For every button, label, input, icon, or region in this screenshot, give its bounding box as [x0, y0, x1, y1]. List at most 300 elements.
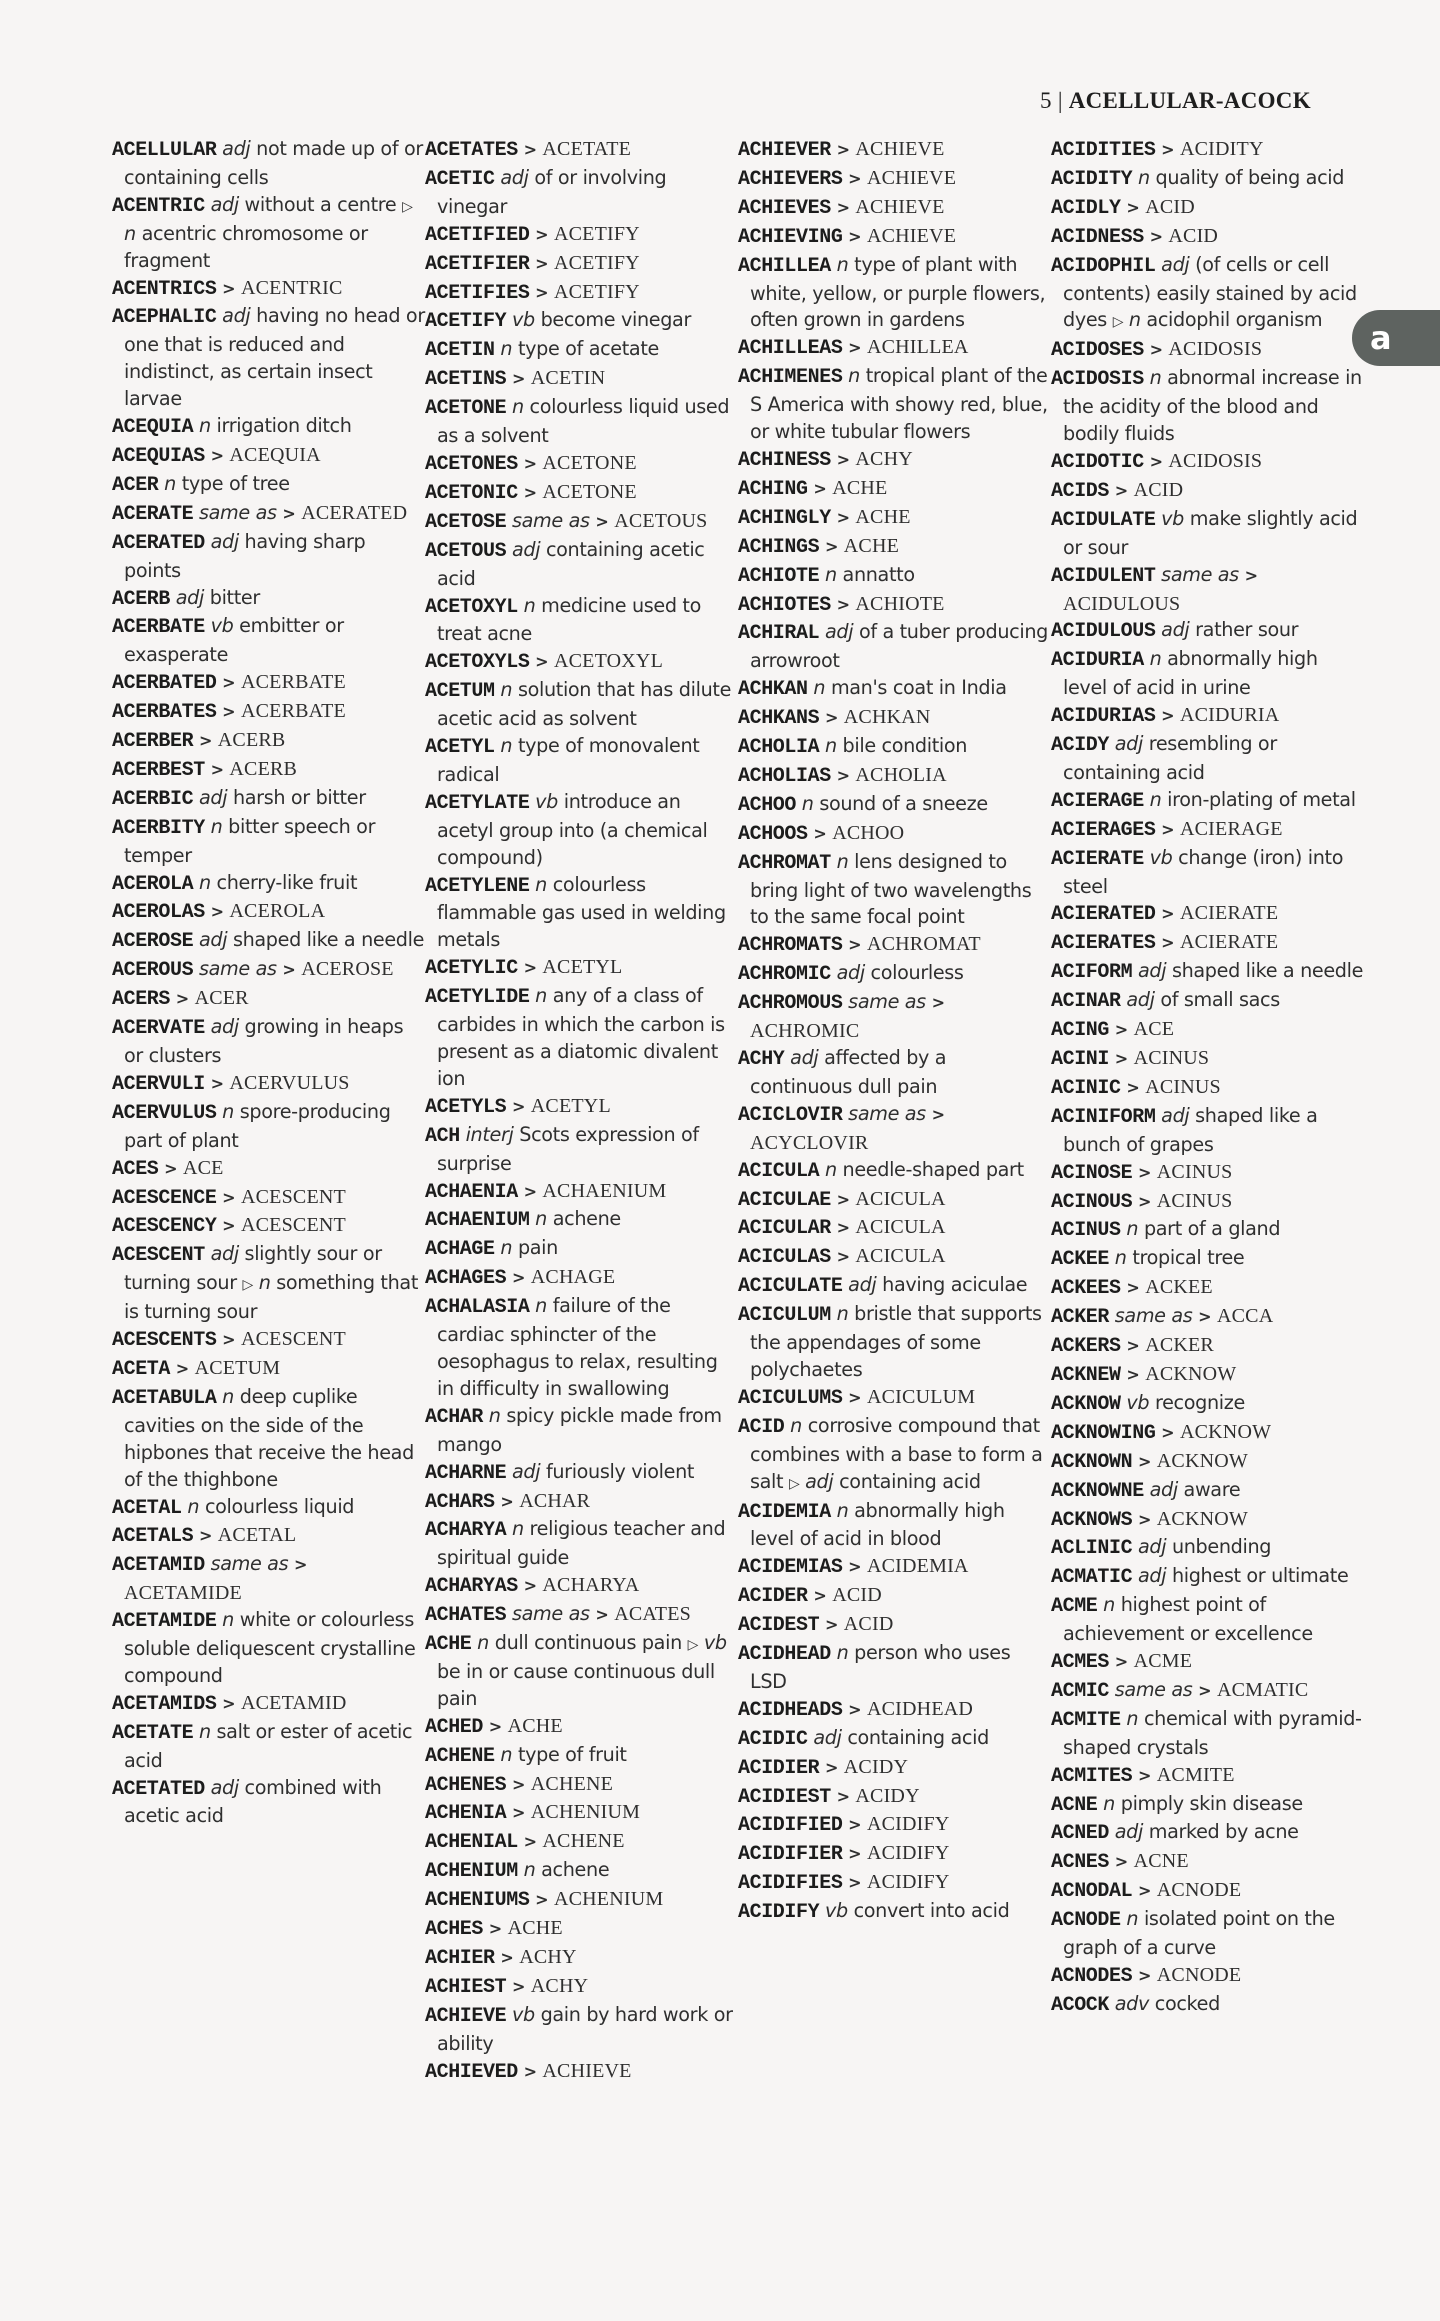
cross-reference-arrow-icon: >	[1137, 1966, 1152, 1985]
definition: convert into acid	[853, 1899, 1010, 1923]
dictionary-entry	[738, 591, 1051, 620]
dictionary-entry	[1051, 1361, 1364, 1390]
dictionary-entry	[738, 989, 1051, 1045]
headword: ACHE	[425, 1633, 472, 1657]
cross-reference: ACHIEVE	[542, 2059, 632, 2082]
headword: ACHIOTES	[738, 593, 831, 617]
dictionary-entry	[1051, 958, 1364, 987]
cross-reference: ACATES	[614, 1603, 691, 1626]
cross-reference-arrow-icon: >	[1137, 1509, 1152, 1529]
headword: ACIDURIA	[1051, 649, 1144, 673]
headword: ACHAGE	[425, 1238, 495, 1262]
cross-reference: ACHY	[519, 1946, 577, 1968]
cross-reference: ACETUM	[194, 1356, 281, 1379]
headword: ACHIEVED	[425, 2060, 518, 2084]
cross-reference-arrow-icon: >	[836, 1786, 850, 1806]
dictionary-entry	[112, 303, 425, 413]
cross-reference-arrow-icon: >	[836, 197, 850, 217]
dictionary-entry	[1051, 1045, 1364, 1074]
dictionary-entry	[738, 820, 1051, 849]
dictionary-entry	[112, 1775, 425, 1831]
part-of-speech: adj	[511, 537, 541, 561]
headword: ACEROLA	[112, 872, 194, 896]
cross-reference-arrow-icon: >	[848, 1815, 862, 1835]
cross-reference: ACETAMIDE	[124, 1582, 242, 1605]
dictionary-entry	[112, 1494, 425, 1523]
dictionary-entry	[425, 336, 738, 365]
dictionary-entry	[738, 733, 1051, 762]
headword: ACKEE	[1051, 1248, 1110, 1272]
definition: of small sacs	[1160, 988, 1280, 1012]
dictionary-entry	[425, 1601, 738, 1630]
headword: ACHENIUMS	[425, 1889, 530, 1913]
headword: ACHENES	[425, 1773, 507, 1797]
dictionary-entry	[425, 2058, 738, 2087]
cross-reference-arrow-icon: >	[824, 708, 839, 728]
dictionary-entry	[425, 221, 738, 250]
part-of-speech: n	[836, 1302, 849, 1326]
headword: ACICULAS	[738, 1246, 831, 1270]
dictionary-entry	[1051, 1762, 1364, 1791]
dictionary-entry	[738, 136, 1051, 165]
dictionary-entry	[1051, 1648, 1364, 1677]
sense-marker-icon: ▷	[687, 1637, 699, 1654]
cross-reference-arrow-icon: >	[1149, 226, 1163, 246]
dictionary-entry	[738, 762, 1051, 791]
definition: colourless liquid used as a solvent	[437, 395, 730, 448]
part-of-speech: adj	[1137, 1564, 1167, 1588]
definition: slightly sour or turning sour	[124, 1242, 382, 1295]
headword: ACHAGES	[425, 1267, 507, 1291]
headword: ACETINS	[425, 368, 507, 392]
part-of-speech: n	[500, 734, 513, 758]
dictionary-entry	[425, 1122, 738, 1178]
cross-reference: ACICULUM	[866, 1385, 976, 1408]
headword: ACHIRAL	[738, 622, 820, 646]
part-of-speech: n	[1126, 1706, 1139, 1730]
dictionary-entry	[425, 1403, 738, 1459]
column-2	[425, 136, 738, 2087]
dictionary-entry	[425, 2002, 738, 2058]
cross-reference: ACERBATE	[240, 671, 346, 694]
definition: cherry-like fruit	[216, 870, 358, 894]
cross-reference-arrow-icon: >	[222, 1330, 236, 1350]
definition: corrosive compound that combines with a base to form a salt	[750, 1413, 1043, 1493]
headword: ACMITE	[1051, 1708, 1121, 1732]
dictionary-entry	[1051, 1245, 1364, 1274]
definition: type of monovalent radical	[437, 734, 700, 786]
dictionary-entry	[738, 475, 1051, 504]
headword: ACHILLEAS	[738, 337, 843, 361]
cross-reference-arrow-icon: >	[1149, 340, 1163, 360]
cross-reference-arrow-icon: >	[813, 823, 827, 843]
part-of-speech: n	[222, 1384, 234, 1408]
dictionary-entry	[112, 1607, 425, 1690]
dictionary-entry	[425, 1488, 738, 1517]
part-of-speech: n	[1103, 1593, 1115, 1617]
dictionary-entry	[1051, 816, 1364, 845]
headword: ACER	[112, 473, 159, 497]
part-of-speech: interj	[465, 1122, 514, 1146]
definition: type of plant with white, yellow, or purple flowers, often grown in gardens	[750, 252, 1046, 332]
dictionary-entry	[425, 1235, 738, 1264]
definition: spicy pickle made from mango	[437, 1403, 722, 1456]
dictionary-entry	[112, 1070, 425, 1099]
cross-reference: ACKNOW	[1145, 1362, 1237, 1385]
part-of-speech: n	[1114, 1246, 1127, 1270]
headword: ACERVULI	[112, 1072, 205, 1096]
dictionary-entry	[425, 1973, 738, 2002]
definition: colourless flammable gas used in welding metals	[437, 872, 726, 952]
cross-reference: ACNODE	[1156, 1964, 1242, 1986]
dictionary-entry	[1051, 1534, 1364, 1563]
cross-reference-arrow-icon: >	[1114, 1020, 1128, 1040]
dictionary-entry	[1051, 1592, 1364, 1648]
cross-reference-arrow-icon: >	[511, 1774, 526, 1794]
cross-reference: ACINUS	[1156, 1189, 1233, 1212]
dictionary-entry	[738, 1243, 1051, 1272]
headword: ACIDIC	[738, 1727, 808, 1751]
cross-reference-arrow-icon: >	[535, 253, 549, 273]
part-of-speech: n	[511, 395, 524, 419]
dictionary-entry	[112, 1384, 425, 1494]
dictionary-entry	[112, 727, 425, 756]
page-number: 5	[1040, 88, 1052, 113]
definition: affected by a continuous dull pain	[750, 1046, 947, 1098]
headword: ACHENE	[425, 1744, 495, 1768]
cross-reference: ACME	[1133, 1650, 1193, 1673]
headword: ACETONES	[425, 452, 518, 476]
cross-reference: ACHIEVE	[855, 138, 945, 160]
part-of-speech: n	[1126, 1907, 1139, 1931]
headword: ACICULAE	[738, 1188, 831, 1212]
definition: change (iron) into steel	[1063, 845, 1344, 898]
dictionary-entry	[1051, 252, 1364, 337]
cross-reference: ACHAR	[519, 1489, 591, 1512]
cross-reference: ACIDEMIA	[866, 1555, 969, 1578]
cross-reference: ACETAL	[217, 1524, 297, 1547]
part-of-speech: n	[836, 1498, 849, 1522]
cross-reference: ACHKAN	[843, 706, 931, 729]
cross-reference: ACHOO	[832, 821, 905, 844]
cross-reference-arrow-icon: >	[500, 1491, 514, 1511]
cross-reference: ACCA	[1216, 1305, 1274, 1328]
headword: ACIDOSIS	[1051, 368, 1144, 392]
cross-reference-arrow-icon: >	[523, 453, 537, 473]
cross-reference-arrow-icon: >	[523, 1181, 537, 1201]
definition: man's coat in India	[830, 676, 1007, 700]
definition: isolated point on the graph of a curve	[1063, 1907, 1335, 1960]
dictionary-entry	[112, 192, 425, 275]
cross-reference-arrow-icon: >	[931, 1104, 945, 1124]
cross-reference: ACHIEVE	[855, 195, 945, 218]
column-1	[112, 136, 425, 2087]
dictionary-columns	[112, 136, 1364, 2087]
headword: ACIDULATE	[1051, 508, 1156, 532]
headword: ACID	[738, 1415, 785, 1439]
cross-reference: ACNE	[1133, 1850, 1189, 1873]
headword: ACETIFIER	[425, 252, 530, 276]
definition: become vinegar	[540, 308, 692, 332]
cross-reference: ACESCENT	[240, 1328, 346, 1351]
headword: ACHES	[425, 1918, 484, 1942]
cross-reference-arrow-icon: >	[175, 989, 189, 1009]
headword: ACHOLIA	[738, 736, 820, 760]
cross-reference-arrow-icon: >	[848, 338, 862, 358]
definition: achene	[552, 1207, 621, 1231]
cross-reference-arrow-icon: >	[210, 902, 224, 922]
cross-reference-arrow-icon: >	[175, 1358, 189, 1378]
dictionary-entry	[738, 165, 1051, 194]
cross-reference: ACERBATE	[240, 700, 346, 723]
headword: ACICULATE	[738, 1275, 843, 1299]
dictionary-entry	[425, 450, 738, 479]
headword: ACETYLIC	[425, 957, 518, 981]
headword: ACHARNE	[425, 1461, 507, 1485]
headword: ACIDY	[1051, 734, 1110, 758]
definition: acidophil organism	[1146, 308, 1323, 332]
dictionary-entry	[738, 1186, 1051, 1215]
headword: ACKNOWN	[1051, 1450, 1133, 1474]
cross-reference-arrow-icon: >	[1114, 480, 1128, 500]
headword: ACERBATE	[112, 616, 205, 640]
dictionary-entry	[112, 613, 425, 669]
headword: ACETYLIDE	[425, 986, 530, 1010]
dictionary-entry	[425, 789, 738, 872]
part-of-speech: same as	[511, 508, 590, 532]
definition: deep cuplike cavities on the side of the hipbones that receive the head of the thighbone	[124, 1384, 414, 1491]
headword: ACHIEVER	[738, 139, 831, 162]
cross-reference: ACIDITY	[1179, 138, 1264, 160]
headword: ACEQUIAS	[112, 444, 205, 468]
headword: ACINOSE	[1051, 1161, 1133, 1185]
headword: ACERBATES	[112, 701, 217, 725]
cross-reference-arrow-icon: >	[836, 140, 850, 159]
headword: ACIERAGES	[1051, 818, 1156, 842]
definition: abnormally high level of acid in urine	[1063, 647, 1318, 700]
cross-reference-arrow-icon: >	[1198, 1680, 1212, 1700]
cross-reference: ACIDIFY	[866, 1813, 950, 1836]
dictionary-entry	[738, 1811, 1051, 1840]
headword: ACHIOTE	[738, 564, 820, 588]
part-of-speech: adj	[1149, 1477, 1178, 1501]
part-of-speech: n	[477, 1631, 489, 1655]
definition: furiously violent	[545, 1459, 695, 1483]
headword: ACHIEVE	[425, 2004, 507, 2028]
headword: ACERBIC	[112, 787, 194, 811]
headword: ACETAMIDE	[112, 1610, 217, 1634]
dictionary-entry	[1051, 1962, 1364, 1991]
headword: ACICLOVIR	[738, 1103, 843, 1127]
part-of-speech: adj	[1161, 1103, 1190, 1127]
cross-reference-arrow-icon: >	[813, 1586, 827, 1606]
cross-reference-arrow-icon: >	[222, 1187, 236, 1207]
dictionary-entry	[1051, 845, 1364, 901]
headword: ACERB	[112, 587, 171, 611]
column-4	[1051, 136, 1364, 2087]
dictionary-entry	[425, 1828, 738, 1857]
headword: ACHKANS	[738, 707, 820, 731]
dictionary-entry	[1051, 787, 1364, 816]
dictionary-entry	[425, 1178, 738, 1207]
cross-reference-arrow-icon: >	[848, 168, 862, 188]
cross-reference: ACHENIUM	[553, 1888, 664, 1911]
dictionary-entry	[112, 1719, 425, 1775]
dictionary-entry	[425, 1459, 738, 1488]
dictionary-entry	[425, 1630, 738, 1713]
definition: without a centre	[244, 192, 397, 216]
dictionary-entry	[1051, 1848, 1364, 1877]
headword: ACNES	[1051, 1851, 1110, 1875]
dictionary-entry	[1051, 1991, 1364, 2020]
cross-reference-arrow-icon: >	[222, 1693, 236, 1713]
headword: ACETIFY	[425, 310, 507, 334]
cross-reference: ACKER	[1145, 1334, 1214, 1357]
part-of-speech: n	[1149, 647, 1162, 671]
headword: ACINIFORM	[1051, 1105, 1156, 1129]
cross-reference-arrow-icon: >	[198, 1526, 213, 1546]
cross-reference-arrow-icon: >	[1161, 904, 1175, 924]
part-of-speech: n	[535, 1294, 547, 1318]
headword: ACETABULA	[112, 1386, 217, 1410]
dictionary-entry	[738, 1101, 1051, 1157]
dictionary-entry	[738, 1045, 1051, 1101]
dictionary-entry	[112, 1241, 425, 1326]
definition: quality of being acid	[1155, 165, 1345, 189]
definition: having no head or one that is reduced and indistinct, as certain insect larvae	[124, 304, 425, 411]
dictionary-entry	[112, 1155, 425, 1184]
dictionary-entry	[112, 1212, 425, 1241]
dictionary-entry	[425, 593, 738, 649]
headword: ACIDS	[1051, 479, 1110, 503]
part-of-speech: vb	[703, 1631, 727, 1655]
cross-reference: ACIDIFY	[866, 1871, 950, 1894]
part-of-speech: n	[500, 1236, 513, 1260]
headword: ACINAR	[1051, 990, 1121, 1014]
definition: combined with acetic acid	[124, 1775, 382, 1828]
cross-reference: ACID	[832, 1584, 882, 1607]
headword: ACENTRICS	[112, 277, 217, 301]
cross-reference: ACHAGE	[530, 1266, 616, 1289]
part-of-speech: n	[824, 1157, 837, 1181]
definition: bitter speech or temper	[124, 814, 376, 867]
cross-reference-arrow-icon: >	[1114, 1049, 1128, 1068]
cross-reference: ACKNOW	[1179, 1420, 1272, 1443]
headword: ACHY	[738, 1048, 785, 1071]
headword: ACETAMIDS	[112, 1692, 217, 1716]
cross-reference-arrow-icon: >	[500, 1948, 514, 1967]
headword: ACEROUS	[112, 959, 194, 983]
dictionary-entry	[1051, 702, 1364, 731]
cross-reference: ACID	[843, 1613, 894, 1636]
headword: ACERBATED	[112, 672, 217, 696]
cross-reference: ACEROSE	[301, 958, 394, 981]
cross-reference: ACETYL	[542, 956, 623, 979]
definition: annatto	[842, 562, 915, 586]
definition: sound of a sneeze	[819, 791, 988, 815]
cross-reference-arrow-icon: >	[164, 1158, 178, 1178]
dictionary-entry	[738, 1553, 1051, 1582]
headword: ACERATE	[112, 502, 194, 526]
dictionary-entry	[112, 956, 425, 985]
cross-reference-arrow-icon: >	[595, 511, 609, 531]
dictionary-entry	[738, 533, 1051, 562]
dictionary-entry	[425, 279, 738, 308]
dictionary-entry	[1051, 1706, 1364, 1762]
dictionary-entry	[425, 307, 738, 336]
cross-reference-arrow-icon: >	[511, 1268, 526, 1288]
dictionary-entry	[738, 791, 1051, 820]
headword: ACETONE	[425, 397, 507, 421]
definition: dull continuous pain	[494, 1631, 682, 1655]
cross-reference-arrow-icon: >	[848, 1557, 862, 1577]
dictionary-entry	[112, 1014, 425, 1070]
headword: ACIERATE	[1051, 847, 1144, 871]
dictionary-entry	[425, 1799, 738, 1828]
dictionary-entry	[1051, 1390, 1364, 1419]
headword: ACIDER	[738, 1585, 808, 1609]
dictionary-entry	[425, 365, 738, 394]
dictionary-entry	[425, 648, 738, 677]
definition: of a tuber producing arrowroot	[750, 620, 1048, 673]
headword: ACHINGS	[738, 535, 820, 559]
headword: ACHIEVING	[738, 225, 843, 249]
cross-reference-arrow-icon: >	[198, 731, 213, 751]
cross-reference-arrow-icon: >	[1161, 706, 1175, 726]
headword: ACHIMENES	[738, 366, 843, 390]
definition: unbending	[1171, 1535, 1272, 1559]
definition: resembling or containing acid	[1063, 732, 1277, 784]
cross-reference-arrow-icon: >	[535, 282, 549, 302]
dictionary-entry	[1051, 165, 1364, 194]
definition: embitter or exasperate	[124, 614, 344, 667]
headword: ACIERAGE	[1051, 789, 1144, 813]
cross-reference-arrow-icon: >	[848, 1873, 862, 1893]
headword: ACIDIFY	[738, 1901, 820, 1925]
definition: chemical with pyramid-shaped crystals	[1063, 1706, 1362, 1759]
part-of-speech: n	[1149, 787, 1162, 811]
cross-reference: ACIERAGE	[1179, 817, 1283, 840]
definition: achene	[541, 1858, 610, 1882]
dictionary-entry	[738, 1783, 1051, 1812]
cross-reference: ACEROLA	[229, 900, 326, 923]
cross-reference: ACIDHEAD	[866, 1697, 974, 1720]
dictionary-entry	[1051, 1074, 1364, 1103]
cross-reference-arrow-icon: >	[488, 1716, 502, 1736]
headword: ACETYL	[425, 736, 495, 760]
cross-reference: ACETYL	[530, 1094, 611, 1117]
definition: containing acid	[847, 1725, 989, 1749]
part-of-speech: adj	[1161, 252, 1190, 276]
part-of-speech: n	[198, 1719, 211, 1743]
dictionary-entry	[1051, 1303, 1364, 1332]
dictionary-entry	[425, 1206, 738, 1235]
cross-reference: ACHENE	[542, 1830, 625, 1853]
cross-reference-arrow-icon: >	[511, 1976, 526, 1996]
definition: type of fruit	[517, 1742, 627, 1766]
dictionary-entry	[1051, 1332, 1364, 1361]
part-of-speech: n	[836, 849, 849, 873]
dictionary-entry	[738, 446, 1051, 475]
definition: abnormal increase in the acidity of the blood and bodily fluids	[1063, 366, 1362, 446]
headword: ACEPHALIC	[112, 306, 217, 330]
dictionary-entry	[1051, 1448, 1364, 1477]
headword: ACESCENCE	[112, 1186, 217, 1210]
cross-reference: ACINUS	[1145, 1075, 1221, 1098]
dictionary-entry	[1051, 562, 1364, 618]
sense-marker-icon: ▷	[402, 198, 413, 215]
dictionary-entry	[1051, 1819, 1364, 1848]
